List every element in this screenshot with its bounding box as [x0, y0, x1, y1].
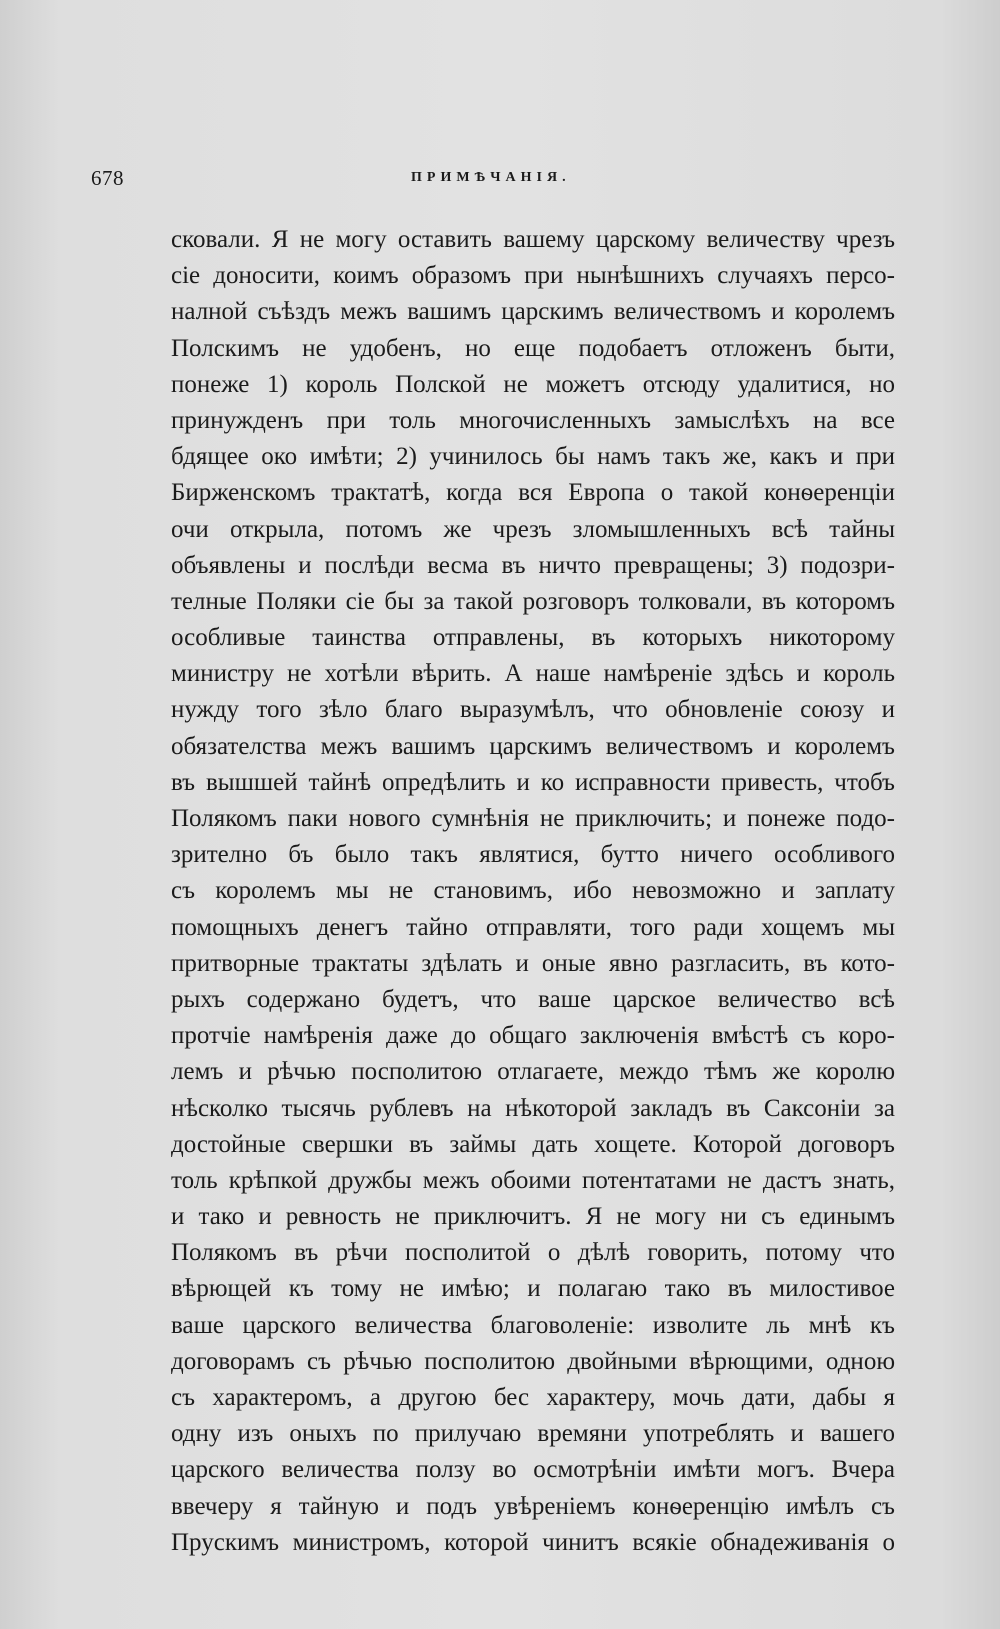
text-line: достойные свершки въ займы дать хощете. Которой договоръ [171, 1130, 895, 1158]
text-line: лемъ и рѣчью посполитою отлагаете, междо тѣмъ же королю [171, 1058, 895, 1086]
body-text [171, 222, 895, 1561]
page-header [91, 166, 891, 196]
text-line: сковали. Я не могу оставить вашему царскому величеству чрезъ [171, 226, 895, 253]
text-line: ваше царского величества благоволеніе: изволите ль мнѣ къ [171, 1311, 895, 1339]
text-line: Полскимъ не удобенъ, но еще подобаетъ отложенъ быти, [171, 334, 895, 362]
text-line: протчіе намѣренія даже до общаго заключенія вмѣстѣ съ коро- [171, 1022, 895, 1050]
text-line: договорамъ съ рѣчью посполитою двойными вѣрющими, одною [171, 1347, 895, 1375]
text-line: нужду того зѣло благо выразумѣлъ, что обновленіе союзу и [171, 696, 895, 724]
text-line: объявлены и послѣди весма въ ничто превращены; 3) подозри- [171, 551, 895, 579]
text-line: бдящее око имѣти; 2) учинилось бы намъ такъ же, какъ и при [171, 443, 895, 471]
text-line: принужденъ при толь многочисленныхъ замыслѣхъ на все [171, 406, 895, 434]
page-number: 678 [91, 166, 124, 190]
text-line: телные Поляки сіе бы за такой розговоръ толковали, въ которомъ [171, 587, 895, 615]
text-line: Бирженскомъ трактатѣ, когда вся Европа о такой конѳеренціи [171, 479, 895, 507]
text-line: съ характеромъ, а другою бес характеру, мочь дати, дабы я [171, 1384, 895, 1411]
text-line: одну изъ оныхъ по прилучаю времяни употреблять и вашего [171, 1420, 895, 1448]
text-line: ввечеру я тайную и подъ увѣреніемъ конѳеренцію имѣлъ съ [171, 1492, 895, 1520]
text-line: вѣрющей къ тому не имѣю; и полагаю тако въ милостивое [171, 1275, 895, 1303]
text-line: сіе доносити, коимъ образомъ при нынѣшнихъ случаяхъ персо- [171, 262, 895, 290]
text-line: рыхъ содержано будетъ, что ваше царское величество всѣ [171, 985, 895, 1013]
text-line: обязателства межъ вашимъ царскимъ величествомъ и королемъ [171, 732, 895, 760]
text-line: очи открыла, потомъ же чрезъ зломышленныхъ всѣ тайны [171, 515, 895, 543]
text-line: зрително бъ было такъ являтися, бутто ничего особливого [171, 841, 895, 869]
text-line: съ королемъ мы не становимъ, ибо невозможно и заплату [171, 877, 895, 905]
text-line: толь крѣпкой дружбы межъ обоими потентатами не дастъ знать, [171, 1166, 895, 1194]
text-line: помощныхъ денегъ тайно отправляти, того ради хощемъ мы [171, 913, 895, 941]
text-line: въ вышшей тайнѣ опредѣлить и ко исправности привесть, чтобъ [171, 768, 895, 796]
text-line: понеже 1) король Полской не можетъ отсюду удалитися, но [171, 370, 895, 398]
text-line: Полякомъ въ рѣчи посполитой о дѣлѣ говорить, потому что [171, 1239, 895, 1267]
text-line: Прускимъ министромъ, которой чинитъ всякіе обнадеживанія о [171, 1528, 895, 1556]
text-line: царского величества ползу во осмотрѣніи имѣти могъ. Вчера [171, 1456, 895, 1484]
text-line: министру не хотѣли вѣрить. А наше намѣреніе здѣсь и король [171, 660, 895, 688]
text-line: и тако и ревность не приключитъ. Я не могу ни съ единымъ [171, 1203, 895, 1231]
text-line: Полякомъ паки нового сумнѣнія не приключить; и понеже подо- [171, 805, 895, 832]
text-line: налной съѣздъ межъ вашимъ царскимъ величествомъ и королемъ [171, 298, 895, 326]
text-line: особливые таинства отправлены, въ которыхъ никоторому [171, 624, 895, 652]
running-head: ПРИМѢЧАНІЯ. [411, 170, 571, 185]
text-line: притворные трактаты здѣлать и оные явно разгласить, въ кото- [171, 949, 895, 977]
text-line: нѣсколко тысячь рублевъ на нѣкоторой закладъ въ Саксоніи за [171, 1094, 895, 1122]
